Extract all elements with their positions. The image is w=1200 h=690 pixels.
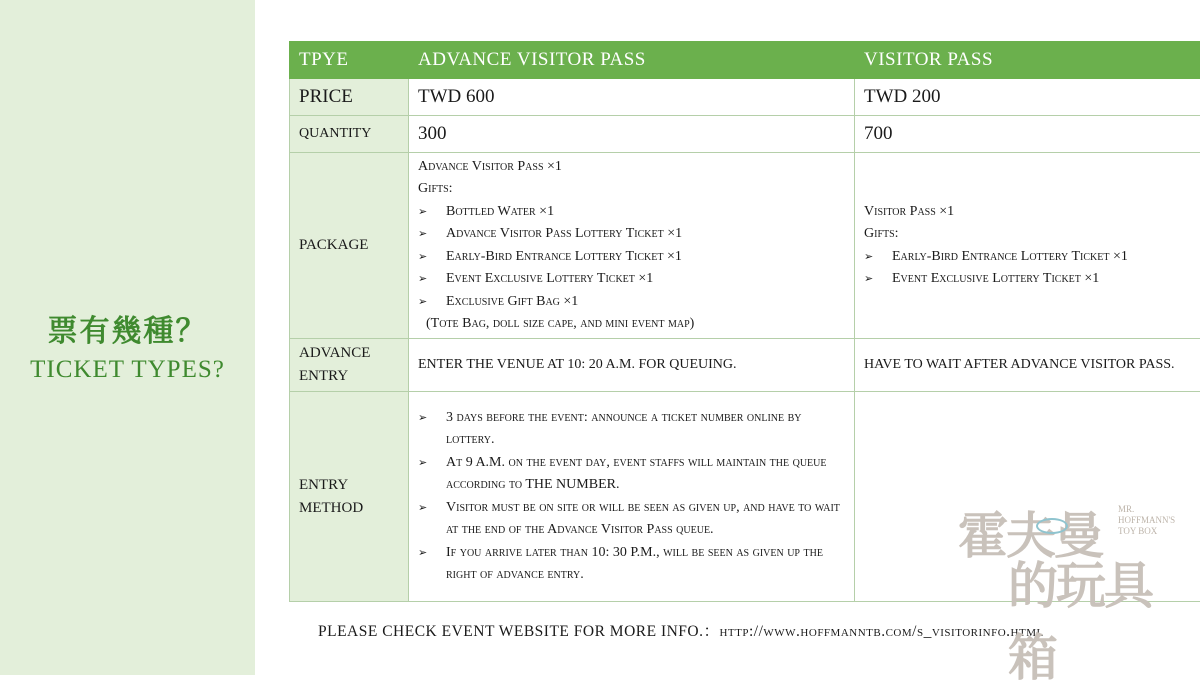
package-row: [290, 153, 1200, 339]
list-item: ➢ Early-Bird Entrance Lottery Ticket ×1: [418, 246, 845, 269]
package-advance-gifts-label: Gifts:: [418, 178, 845, 201]
package-visitor-gifts-label: Gifts:: [864, 223, 1200, 246]
list-item: ➢ Exclusive Gift Bag ×1: [418, 291, 845, 314]
header-visitor-pass: VISITOR PASS: [855, 42, 1200, 79]
gift-bag-note: (Tote Bag, doll size cape, and mini event map): [418, 313, 845, 336]
footer-note: [318, 619, 1044, 641]
quantity-advance: 300: [409, 116, 855, 153]
price-visitor: TWD 200: [855, 79, 1200, 116]
price-label: PRICE: [290, 79, 409, 116]
advance-entry-visitor: HAVE TO WAIT AFTER ADVANCE VISITOR PASS.: [855, 339, 1200, 392]
footer-link[interactable]: http://www.hoffmanntb.com/s_visitorinfo.html: [719, 623, 1043, 640]
logo-text-en: MR. HOFFMANN'S TOY BOX: [1118, 504, 1175, 537]
logo-text-zh-1: 霍夫曼: [958, 496, 1102, 568]
list-item: ➢ Early-Bird Entrance Lottery Ticket ×1: [864, 246, 1200, 269]
quantity-row: [290, 116, 1200, 153]
hoffmann-toy-box-logo: [958, 496, 1194, 606]
header-type: TPYE: [290, 42, 409, 79]
arrow-bullet-icon: ➢: [864, 246, 892, 269]
arrow-bullet-icon: ➢: [418, 246, 446, 269]
package-advance-title: Advance Visitor Pass ×1: [418, 156, 845, 179]
arrow-bullet-icon: ➢: [418, 407, 446, 452]
sidebar-title-en: TICKET TYPES?: [0, 356, 255, 384]
list-item: ➢ Event Exclusive Lottery Ticket ×1: [418, 268, 845, 291]
price-row: [290, 79, 1200, 116]
price-advance: TWD 600: [409, 79, 855, 116]
header-advance-visitor-pass: ADVANCE VISITOR PASS: [409, 42, 855, 79]
list-item: ➢ Visitor must be on site or will be seen as given up, and have to wait at the end of the Advance Visitor Pass queue.: [418, 497, 845, 542]
arrow-bullet-icon: ➢: [418, 291, 446, 314]
quantity-visitor: 700: [855, 116, 1200, 153]
entry-method-label: ENTRY METHOD: [290, 392, 409, 602]
sidebar-title-zh: 票有幾種？: [0, 306, 255, 350]
arrow-bullet-icon: ➢: [418, 223, 446, 246]
arrow-bullet-icon: ➢: [418, 452, 446, 497]
list-item: ➢ Bottled Water ×1: [418, 201, 845, 224]
advance-entry-advance: ENTER THE VENUE AT 10: 20 A.M. FOR QUEUING.: [409, 339, 855, 392]
list-item: ➢ Advance Visitor Pass Lottery Ticket ×1: [418, 223, 845, 246]
advance-entry-label: ADVANCE ENTRY: [290, 339, 409, 392]
list-item: ➢ Event Exclusive Lottery Ticket ×1: [864, 268, 1200, 291]
package-visitor-cell: [855, 153, 1200, 339]
arrow-bullet-icon: ➢: [418, 542, 446, 587]
eye-icon: [1036, 518, 1068, 534]
entry-method-cell: [409, 392, 855, 602]
arrow-bullet-icon: ➢: [418, 497, 446, 542]
advance-entry-row: [290, 339, 1200, 392]
list-item: ➢ 3 days before the event: announce a ticket number online by lottery.: [418, 407, 845, 452]
quantity-label: QUANTITY: [290, 116, 409, 153]
arrow-bullet-icon: ➢: [864, 268, 892, 291]
list-item: ➢ At 9 A.M. on the event day, event staffs will maintain the queue according to THE NUMBER.: [418, 452, 845, 497]
logo-text-zh-2: 的玩具箱: [1008, 546, 1194, 690]
package-label: PACKAGE: [290, 153, 409, 339]
sidebar-panel: [0, 0, 255, 675]
arrow-bullet-icon: ➢: [418, 201, 446, 224]
arrow-bullet-icon: ➢: [418, 268, 446, 291]
list-item: ➢ If you arrive later than 10: 30 P.M., will be seen as given up the right of advance entry.: [418, 542, 845, 587]
footer-text: PLEASE CHECK EVENT WEBSITE FOR MORE INFO.：: [318, 623, 719, 640]
package-advance-cell: [409, 153, 855, 339]
package-visitor-title: Visitor Pass ×1: [864, 201, 1200, 224]
table-header-row: [290, 42, 1200, 79]
